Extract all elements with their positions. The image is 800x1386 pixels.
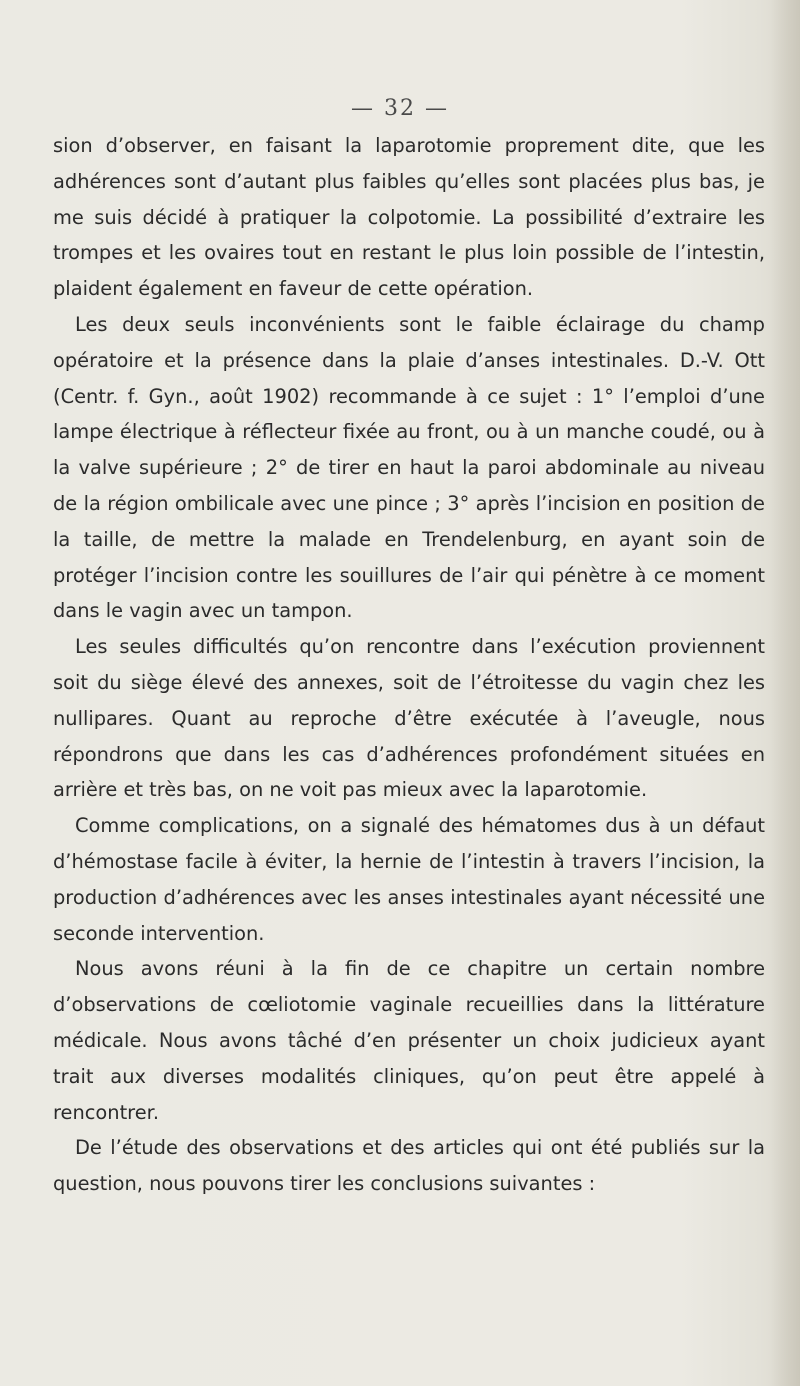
paragraph-5: Nous avons réuni à la fin de ce chapitre un certain nombre d’observations de cœliotomie vaginale recueillies dans la littérature médicale. Nous avons tâché d’en présenter un choix judicieux ayant trait aux diverses modalités cliniques, qu’on peut être appelé à rencontrer. xyxy=(53,957,765,1124)
paragraph-4: Comme complications, on a signalé des hématomes dus à un défaut d’hémostase facile à éviter, la hernie de l’intestin à travers l’incision, la production d’adhérences avec les anses intestinales ayant nécessité une seconde intervention. xyxy=(53,814,765,945)
paragraph-3: Les seules difficultés qu’on rencontre dans l’exécution proviennent soit du siège élevé des annexes, soit de l’étroitesse du vagin chez les nullipares. Quant au reproche d’être exécutée à l’aveugle, nous répondrons que dans les cas d’adhérences profondément situées en arrière et très bas, on ne voit pas mieux avec la laparotomie. xyxy=(53,635,765,802)
body-text xyxy=(53,128,765,1202)
paragraph-2: Les deux seuls inconvénients sont le faible éclairage du champ opératoire et la présence dans la plaie d’anses intestinales. D.-V. Ott (Centr. f. Gyn., août 1902) recommande à ce sujet : 1° l’emploi d’une lampe électrique à réflecteur fixée au front, ou à un manche coudé, ou à la valve supérieure ; 2° de tirer en haut la paroi abdominale au niveau de la région ombilicale avec une pince ; 3° après l’incision en position de la taille, de mettre la malade en Trendelenburg, en ayant soin de protéger l’incision contre les souillures de l’air qui pénètre à ce moment dans le vagin avec un tampon. xyxy=(53,312,765,623)
paragraph-6: De l’étude des observations et des articles qui ont été publiés sur la question, nous pouvons tirer les conclusions suivantes : xyxy=(53,1136,765,1196)
page-number: — 32 — xyxy=(351,96,449,121)
paragraph-1: sion d’observer, en faisant la laparotomie proprement dite, que les adhérences sont d’autant plus faibles qu’elles sont placées plus bas, je me suis décidé à pratiquer la colpotomie. La possibilité d’extraire les trompes et les ovaires tout en restant le plus loin possible de l’intestin, plaident également en faveur de cette opération. xyxy=(53,134,765,301)
page-edge-shadow xyxy=(770,0,800,1386)
